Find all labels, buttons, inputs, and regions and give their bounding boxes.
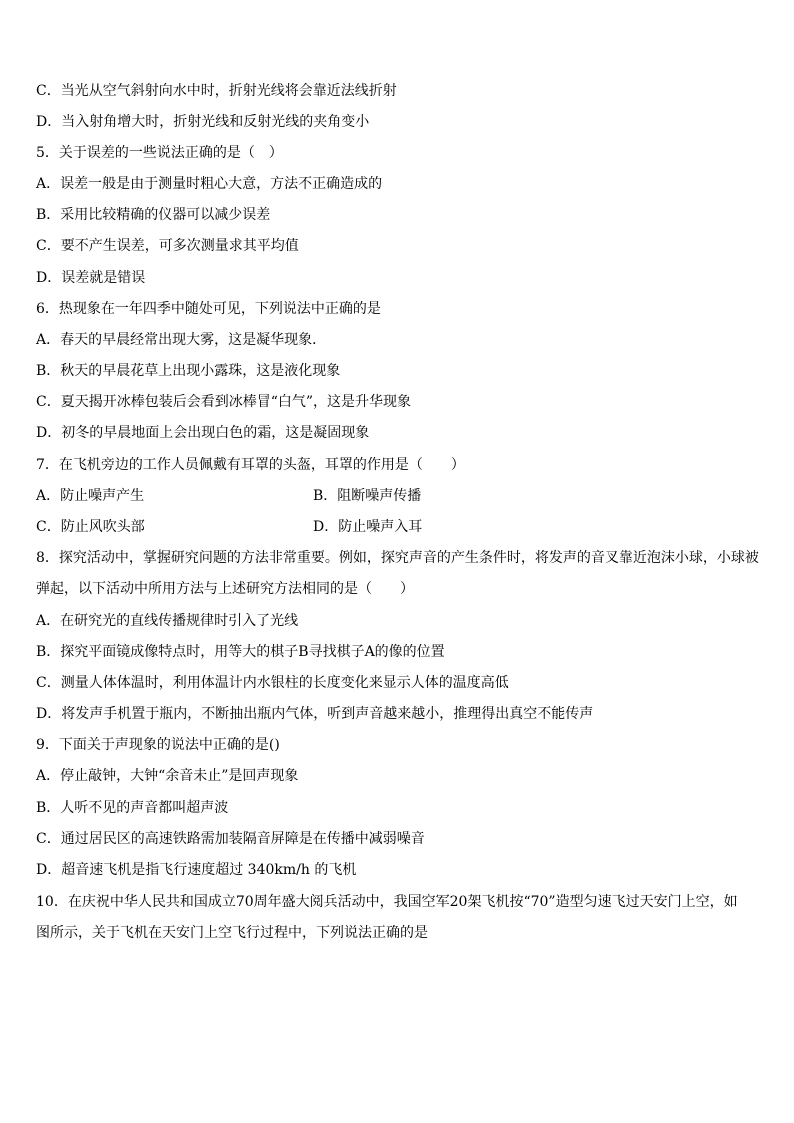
q8-option-d: D．将发声手机置于瓶内，不断抽出瓶内气体，听到声音越来越小，推理得出真空不能传声 — [36, 706, 594, 722]
q8-stem-line1: 8．探究活动中，掌握研究问题的方法非常重要。例如，探究声音的产生条件时，将发声的音叉靠近泡沫小球，小球被 — [36, 550, 759, 566]
q6-option-b: B．秋天的早晨花草上出现小露珠，这是液化现象 — [36, 363, 341, 379]
q10-stem-line2: 图所示，关于飞机在天安门上空飞行过程中，下列说法正确的是 — [36, 925, 428, 941]
q4-option-d: D．当入射角增大时，折射光线和反射光线的夹角变小 — [36, 114, 370, 130]
q7-stem: 7．在飞机旁边的工作人员佩戴有耳罩的头盔，耳罩的作用是（ ） — [36, 457, 465, 473]
q9-option-d: D．超音速飞机是指飞行速度超过 340km/h 的飞机 — [36, 862, 357, 878]
q5-option-c: C．要不产生误差，可多次测量求其平均值 — [36, 238, 299, 254]
q9-option-b: B．人听不见的声音都叫超声波 — [36, 800, 229, 816]
q8-option-b: B．探究平面镜成像特点时，用等大的棋子B寻找棋子A的像的位置 — [36, 644, 445, 660]
q6-option-c: C．夏天揭开冰棒包装后会看到冰棒冒“白气”，这是升华现象 — [36, 394, 412, 410]
q4-option-c: C．当光从空气斜射向水中时，折射光线将会靠近法线折射 — [36, 83, 397, 99]
q6-stem: 6．热现象在一年四季中随处可见，下列说法中正确的是 — [36, 301, 381, 317]
q7-option-b: B．阻断噪声传播 — [313, 488, 422, 504]
q5-stem: 5．关于误差的一些说法正确的是（ ） — [36, 145, 283, 161]
q7-option-a: A．防止噪声产生 — [36, 488, 145, 504]
q8-stem-line2: 弹起，以下活动中所用方法与上述研究方法相同的是（ ） — [36, 581, 414, 597]
q8-option-a: A．在研究光的直线传播规律时引入了光线 — [36, 613, 299, 629]
q10-stem-line1: 10．在庆祝中华人民共和国成立70周年盛大阅兵活动中，我国空军20架飞机按“70”造型匀速飞过天安门上空，如 — [36, 894, 738, 910]
q9-option-c: C．通过居民区的高速铁路需加装隔音屏障是在传播中减弱噪音 — [36, 831, 425, 847]
q6-option-a: A．春天的早晨经常出现大雾，这是凝华现象． — [36, 332, 327, 348]
q6-option-d: D．初冬的早晨地面上会出现白色的霜，这是凝固现象 — [36, 425, 370, 441]
q9-stem: 9．下面关于声现象的说法中正确的是() — [36, 737, 280, 753]
q8-option-c: C．测量人体体温时，利用体温计内水银柱的长度变化来显示人体的温度高低 — [36, 675, 509, 691]
q5-option-a: A．误差一般是由于测量时粗心大意，方法不正确造成的 — [36, 176, 383, 192]
q5-option-d: D．误差就是错误 — [36, 270, 146, 286]
q9-option-a: A．停止敲钟，大钟“余音未止”是回声现象 — [36, 768, 299, 784]
q5-option-b: B．采用比较精确的仪器可以减少误差 — [36, 207, 271, 223]
q7-option-c: C．防止风吹头部 — [36, 519, 145, 535]
q7-option-d: D．防止噪声入耳 — [313, 519, 423, 535]
